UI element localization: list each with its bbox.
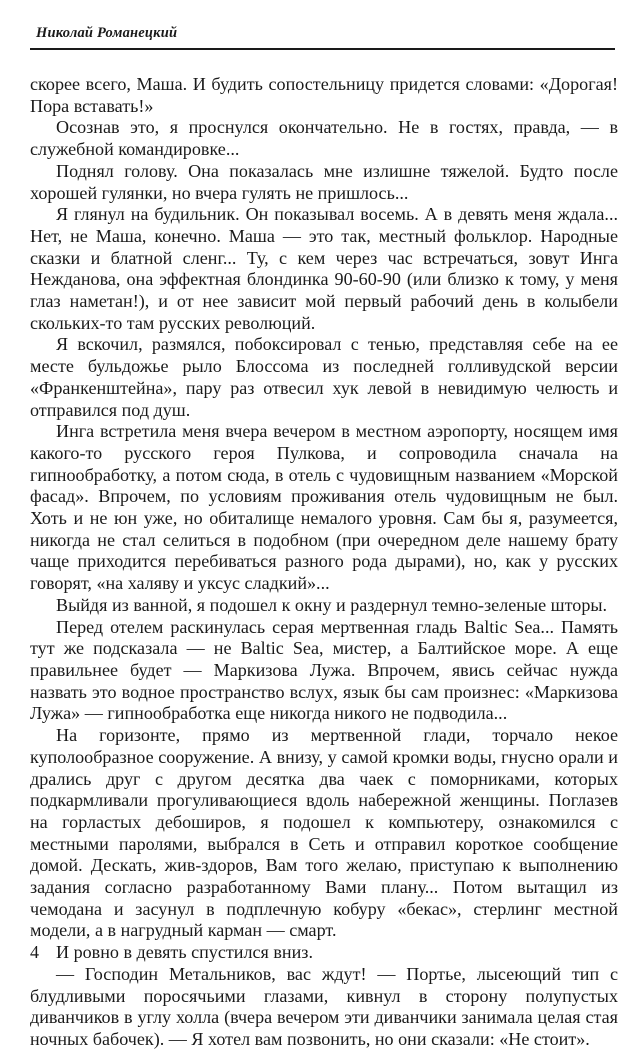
paragraph: Я глянул на будильник. Он показывал восемь. А в девять меня ждала... Нет, не Маша, конечно. Маша — это так, местный фольклор. Народные сказки и блатной сленг... Ту, с кем через час встречаться, зовут Инга Неждaнова, она эффектная блондинка 90-60-90 (или близко к тому, у меня глаз наметан!), и от нее зависит мой первый рабочий день в колыбели скольких-то там русских революций. xyxy=(30,204,618,333)
header-author: Николай Романецкий xyxy=(36,25,178,41)
paragraph: Перед отелем раскинулась серая мертвенная гладь Baltic Sea... Память тут же подсказала — не Baltic Sea, мистер, а Балтийское море. А еще правильнее будет — Маркизова Лужа. Впрочем, явись сейчас нужда назвать это водное пространство вслух, язык бы сам произнес: «Маркизова Лужа» — гипнообработка еще никогда никого не подводила... xyxy=(30,616,618,724)
paragraph: скорее всего, Маша. И будить сопостельницу придется словами: «Дорогая! Пора вставать!» xyxy=(30,74,618,116)
paragraph: Осознав это, я проснулся окончательно. Не в гостях, правда, — в служебной командировке... xyxy=(30,117,618,160)
paragraph: На горизонте, прямо из мертвенной глади, торчало некое куполообразное сооружение. А внизу, у самой кромки воды, гнусно орали и дрались друг с другом десятка два чаек с поморниками, которых подкармливали прогуливающиеся вдоль набережной женщины. Поглазев на горластых дебоширов, я подошел к компьютеру, ознакомился с местными паролями, выбрался в Сеть и отправил короткое сообщение домой. Дескать, жив-здоров, Вам того желаю, приступаю к выполнению задания согласно разработанному Вами плану... Потом вытащил из чемодана и засунул в подплечную кобуру «бекас», стерлинг местной модели, а в нагрудный карман — смарт. xyxy=(30,725,618,941)
paragraph: Инга встретила меня вчера вечером в местном аэропорту, носящем имя какого-то русского героя Пулкова, и сопроводила сначала на гипнообработку, а потом сюда, в отель с чудовищным названием «Морской фасад». Впрочем, по условиям проживания отель чудовищным не был. Хоть и не юн уже, но обиталище немалого уровня. Сам бы я, разумеется, никогда не стал селиться в подобном (при очередном деле нашему брату чаще приходится перебиваться разного рода дырами), но, как у русских говорят, «на халяву и уксус сладкий»... xyxy=(30,421,618,594)
page-number: 4 xyxy=(30,942,39,962)
paragraph: Поднял голову. Она показалась мне излишне тяжелой. Будто после хорошей гулянки, но вчера гулять не пришлось... xyxy=(30,160,618,203)
paragraph: Выйдя из ванной, я подошел к окну и раздернул темно-зеленые шторы. xyxy=(56,594,608,615)
header-rule xyxy=(30,48,615,50)
paragraph: — Господин Метальников, вас ждут! — Портье, лысеющий тип с блудливыми поросячьими глазами, кивнул в сторону полупустых диванчиков в углу холла (вчера вечером эти диванчики занимала целая стая ночных бабочек). — Я хотел вам позвонить, но они сказали: «Не стоит». xyxy=(30,963,618,1049)
running-header xyxy=(30,24,615,50)
paragraph: И ровно в девять спустился вниз. xyxy=(56,942,313,963)
paragraph: Я вскочил, размялся, побоксировал с тенью, представляя себе на ее месте бульдожье рыло Блоссома из последней голливудской версии «Франкенштейна», пару раз отвесил хук левой в невидимую челюсть и отправился под душ. xyxy=(30,334,618,420)
text-body xyxy=(30,74,618,1051)
